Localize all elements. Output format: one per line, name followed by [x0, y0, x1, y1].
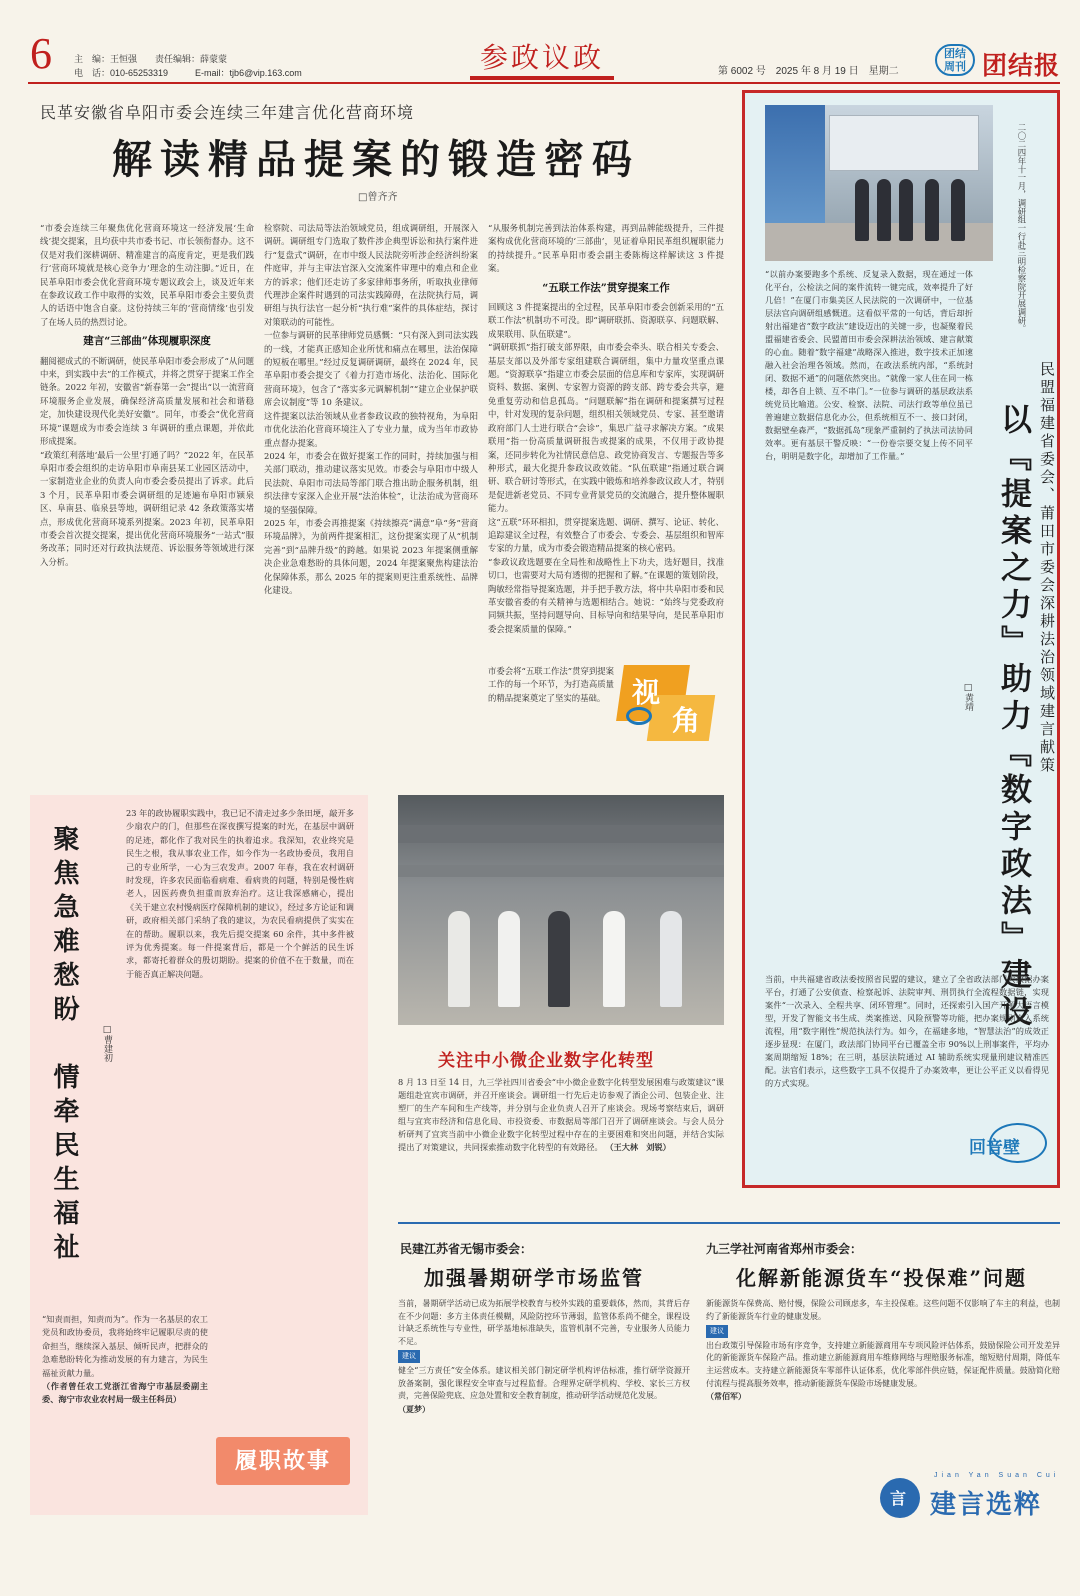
photo-caption: 二〇二四年十一月，调研组一行赴三明检察院开展调研。 — [1017, 123, 1027, 333]
paragraph: 当前，暑期研学活动已成为拓展学校教育与校外实践的重要载体，然而，其背后存在不少问题：多方主体责任模糊，风险防控环节薄弱，监管体系尚不健全，课程设计缺乏系统性与专业性，研学基地标准缺失，监管机制不完善，专业服务人员能力不足。 — [398, 1299, 690, 1346]
paragraph: 新能源货车保费高、赔付慢，保险公司顾虑多，车主投保难。这些问题不仅影响了车主的利益，也制约了新能源货车行业的健康发展。 — [706, 1299, 1060, 1321]
lead-headline: 解读精品提案的锻造密码 — [112, 136, 640, 183]
lead-column-3 — [488, 222, 724, 662]
bottom-rule — [398, 1222, 1060, 1224]
person — [877, 179, 891, 241]
jianyan-column-logo — [880, 1472, 1060, 1524]
lead-byline: □曾齐齐 — [358, 192, 398, 203]
story-text: 8 月 13 日至 14 日，九三学社四川省委会“中小微企业数字化转型发展困难与政策建议”课题组赴宜宾市调研，并召开座谈会。调研组一行先后走访参观了酒企公司、包装企业、注塑厂的生产车间和生产线等，并分别与企业负责人召开了座谈会。现场考察结束后，调研组与宜宾市经济和信息化局、市投资委、市数据局等部门召开了调研座谈会。与会人员分析研判了宜宾当前中小微企业数字化转型过程中存在的主要困难和突出问题，并结合实际提出了对策建议，共同探索推动数字化转型的有效路径。 — [398, 1077, 724, 1152]
paragraph: 这“五联”环环相扣，贯穿提案选题、调研、撰写、论证、转化、追踪建议全过程，有效整合了市委会、专委会、基层组织和智库专家的力量，成为市委会锻造精品提案的核心密码。 — [488, 516, 724, 554]
section-tag: 建议 — [706, 1325, 728, 1338]
paragraph: 检察院、司法局等法治领域党员，组成调研组，开展深入调研。调研组专门选取了数件涉企典型诉讼和执行案件进行“复盘式”调研，在市中级人民法院旁听涉企经济纠纷案件庭审，并与主审法官深入交流案件审理中的难点和企业方的诉求；他们还走访了多家律师事务所，听取执业律师代理涉企案件时遇到的司法实践障碍，在法院执行局，调研组与执行法官一起分析“执行难”案件的具体症结，探讨对策联动的可能性。 — [264, 223, 478, 327]
sidebar-byline: □曹建初 — [102, 1025, 112, 1062]
paragraph: 2025 年，市委会再推提案《持续擦亮“满意”阜“务”营商环境品牌》，为前两件提案相汇，这份提案实现了从“机制完善”到“品牌升级”的跨越。如果说 2023 年提案侧重解决企业急难愁盼的具体问题，2024 年提案聚焦构建法治化保障体系，那么 2025 年的提案则更注重系统性、品牌化建设。 — [264, 517, 478, 595]
paragraph: 出台政策引导保险市场有序竞争，支持建立新能源商用车专项风险评估体系，鼓励保险公司开发差异化的新能源货车保险产品。推动建立新能源商用车维修网络与理赔服务标准，缩短赔付周期，降低车主运营成本。支持建立新能源货车零部件认证体系，优化零部件供应链，保证配件质量。鼓励简化赔付流程与提高服务效率，推动新能源货车保险市场健康发展。 — [706, 1340, 1060, 1388]
person — [448, 911, 470, 1007]
story-credit: （王大林 刘锐） — [605, 1142, 671, 1152]
feature-byline: □黄靖 — [963, 683, 973, 711]
paragraph: “参政议政选题要在全局性和战略性上下功夫，选好题目，找准切口，也需要对大局有透彻的把握和了解。”在课题的策划阶段，陶敏经常指导提案选题，并手把手教方法，将中共阜阳市委和民革安徽省委的有关精神与选题相结合。她说：“始终与党委政府同频共振，坚持问题导向、目标导向和结果导向，是民革阜阳市委会提案质量的保障。” — [488, 556, 724, 634]
page-number: 6 — [30, 29, 52, 78]
stamp-text: 回音壁 — [969, 1138, 1020, 1158]
sidebar-story — [30, 795, 368, 1515]
bottom-right-headline: 化解新能源货车“投保难”问题 — [736, 1266, 1028, 1290]
column-badge-label: 履职故事 — [234, 1448, 331, 1474]
feature-headline: 以『提案之力』助力『数字政法』建设 — [995, 403, 1031, 1032]
person — [855, 179, 869, 241]
sidebar-headline: 聚焦急难愁盼 情牵民生福祉 — [49, 825, 79, 1267]
paragraph: 这件提案以法治领域从业者参政议政的独特视角，为阜阳市优化法治化营商环境注入了专业力量，成为当年市政协重点督办提案。 — [264, 410, 478, 448]
lead-subhead-1: 建言“三部曲”体现履职深度 — [83, 335, 211, 348]
logo-text: 建言选粹 — [930, 1490, 1043, 1520]
lead-column-1 — [40, 222, 254, 767]
paragraph: “从服务机制完善到法治体系构建，再到品牌能级提升，三件提案构成优化营商环境的‘三部曲’，见证着阜阳民革组织履职能力的持续提升。”民革阜阳市委会副主委陈梅这样解读这 3 件提案。 — [488, 223, 724, 274]
viewpoint-badge — [620, 665, 724, 743]
header-rule — [28, 82, 1060, 84]
brand-logo: 团结报 — [982, 51, 1061, 80]
lead-subhead-2: “五联工作法”贯穿提案工作 — [542, 281, 670, 294]
bottom-right-body — [706, 1298, 1060, 1466]
paragraph: “调研联抓”指打破支部界限，由市委会牵头、联合相关专委会、基层支部以及外部专家组建联合调研组，集中力量攻坚重点课题。“资源联享”指建立市委会层面的信息库和专家库，实现调研资料、数据、案例、专家智力资源的跨支部、跨专委会共享，避免重复劳动和信息孤岛。“问题联解”指在调研和提案撰写过程中，针对发现的复杂问题，组织相关领域党员、专家、甚至邀请政府部门人士进行联合“会诊”，集思广益寻求解决方案。“成果联用”指一份高质量调研报告或提案的成果，不仅用于政协提案，还同步转化为社情民意信息、政党协商发言、专题报告等多种形式，最大化提升参政议政效能。“队伍联建”指通过联合调研、联合研讨等形式，在实践中锻炼和培养参政议政人才，特别是促进新老党员、不同专业背景党员的交流融合，提升整体履职能力。 — [488, 342, 724, 514]
exhibit-board — [829, 115, 979, 171]
person — [498, 911, 520, 1007]
contact-line: 电 话：010-65253319 E-mail：tjb6@vip.163.com — [74, 68, 302, 78]
person — [925, 179, 939, 241]
paragraph: “知责而担，知责而为”。作为一名基层的农工党员和政协委员，我将始终牢记履职尽责的使命担当，继续深入基层、倾听民声，把群众的急难愁盼转化为推动发展的有力建言，为民生福祉贡献力量。 — [42, 1314, 208, 1378]
paragraph: 回顾这 3 件提案提出的全过程，民革阜阳市委会创新采用的“五联工作法”机制功不可没。即“调研联抓、资源联享、问题联解、成果联用、队伍联建”。 — [488, 302, 724, 339]
feature-kicker: 民盟福建省委会、莆田市委会深耕法治领域建言献策 — [1038, 361, 1056, 775]
bottom-left-body — [398, 1298, 690, 1530]
brand-weekly-logo: 团结 周刊 — [935, 44, 975, 76]
paragraph: 2024 年，市委会在做好提案工作的同时，持续加强与相关部门联动，推动建议落实见效。市委会与阜阳市中级人民法院、阜阳市司法局等部门联合推出助企服务机制，组织法律专家深入企业开展“法治体检”，让法治成为营商环境的坚强保障。 — [264, 450, 478, 515]
masthead — [0, 0, 1080, 86]
pipe — [398, 865, 724, 877]
lead-column-3-tail — [488, 665, 614, 767]
lead-column-2 — [264, 222, 478, 767]
sidebar-body: 23 年的政协履职实践中，我已记不清走过多少条田埂，敲开多少扇农户的门，但那些在深夜撰写提案的时光，在基层中调研的足迹，都化作了我对民生的执着追求。我深知，农业终究是民生之根，我从事农业工作，如今作为一名政协委员，我用自己的专业所学，一心为三农发声。2007 年春，我在农村调研时发现，许多农民面临看病难、看病贵的问题，特别是慢性病老人，因医药费负担重而放弃治疗。这让我深感痛心，提出《关于建立农村慢病医疗保障机制的建议》，经过多方论证和调研，政府相关部门采纳了我的建议，为农民看病提供了实实在在的帮助。履职以来，我先后提交提案 60 余件，其中多件被评为优秀提案。每一件提案背后，都是一个个鲜活的民生诉求，都寄托着群众的殷切期盼。提案的价值不在于数量，而在于能否真正解决问题。 — [126, 808, 354, 979]
bottom-right-kicker: 九三学社河南省郑州市委会： — [706, 1242, 863, 1256]
feature-box — [742, 90, 1060, 1188]
signature: （常佰军） — [706, 1391, 746, 1402]
bottom-left-headline: 加强暑期研学市场监管 — [424, 1266, 644, 1290]
issue-line: 第 6002 号 2025 年 8 月 19 日 星期二 — [718, 66, 899, 77]
person — [660, 911, 682, 1007]
column-badge — [216, 1437, 350, 1485]
person — [603, 911, 625, 1007]
section-title: 参政议政 — [479, 41, 604, 74]
section-tag: 建议 — [398, 1350, 420, 1363]
lead-kicker: 民革安徽省阜阳市委会连续三年建言优化营商环境 — [40, 103, 415, 122]
paragraph: 市委会将“五联工作法”贯穿到提案工作的每一个环节，为打造高质量的精品提案奠定了坚实的基础。 — [488, 666, 614, 703]
logo-pinyin: Jian Yan Suan Cui — [934, 1472, 1060, 1479]
viewpoint-char-2: 角 — [672, 704, 701, 737]
paragraph: “市委会连续三年聚焦优化营商环境这一经济发展‘生命线’提交提案，且均获中共市委书记、市长领衔督办。这不仅是对我们深耕调研、精准建言的高度肯定，更是我们践行‘营商环境就是核心竞争力’理念的生动注脚。”近日，在民革阜阳市委会优化营商环境专题议政会上，谈及近年来在参政议政工作中取得的实效，民革阜阳市委会主要负责人的话语中饱含自豪。这份持续三年的‘营商情缘’也引发了在场人员的热烈讨论。 — [40, 223, 254, 327]
editor-info — [74, 52, 302, 80]
paragraph: 一位参与调研的民革律师党员感慨：“只有深入到司法实践的一线，才能真正感知企业所忧和痛点在哪里，法治保障的短板在哪里。”经过反复调研调研，最终在 2024 年，民革阜阳市委会提交了《着力打造市场化、法治化、国际化营商环境》，包含了“落实多元调解机制”“建立企业保护联席会议制度”等 10 条建议。 — [264, 330, 478, 408]
sidebar-body-continued — [42, 1313, 208, 1509]
echo-wall-stamp — [969, 1123, 1047, 1167]
paragraph: “政策红利落地‘最后一公里’打通了吗？”2022 年，在民革阜阳市委会组织的走访阜阳市阜南县某工业园区活动中，一家制造业企业的负责人向市委会委员提出了诉求。此后 3 个月，民革阜阳市委会调研组的足迹遍布阜阳市颍泉区、阜南县、临泉县等地，调研组记录 42 条政策落实堵点，形成优化营商环境系列提案。2023 年初，民革阜阳市委会首次提交提案，提出优化营商环境服务“一站式”服务改革；同时还对行政执法规范、诉讼服务等领域进行深入分析。 — [40, 449, 254, 567]
feature-body-continued: 当前，中共福建省政法委按照省民盟的建议，建立了全省政法部门大数据办案平台，打通了公安侦查、检察起诉、法院审判、刑罚执行全流程数据链，实现案件“一次录入、全程共享、闭环管理”。同时，还探索引入国产开源大语言模型，开发了智能文书生成、类案推送、风险预警等功能，把办案规则嵌入系统流程，用“数字刚性”规范执法行为。如今，在福建多地，“智慧法治”的成效正逐步显现：在厦门，政法部门协同平台已覆盖全市 90%以上刑事案件，平均办案周期缩短 18%；在三明，基层法院通过 AI 辅助系统实现量刑建议精准匹配。法官们表示，这些数字工具不仅提升了办案效率，更让公平正义以看得见的方式实现。 — [765, 974, 1049, 1088]
editor-line: 主 编：王恒强 责任编辑：薛蒙蒙 — [74, 54, 228, 64]
author-note: （作者曾任农工党浙江省海宁市基层委副主委、海宁市农业农村局一级主任科员） — [42, 1381, 208, 1405]
feature-body: “以前办案要跑多个系统、反复录入数据，现在通过一体化平台，公检法之间的案件流转一键完成，效率提升了好几倍！”在厦门市集美区人民法院的一次调研中，一位基层法官向调研组感慨道。这看似平常的一句话，背后却折射出福建省“数字政法”建设迈出的关键一步，也凝聚着民盟福建省委会、民盟莆田市委会深耕法治领域、建言献策的心血。随着“数字福建”战略深入推进，数字技术正加速融入社会治理各领域。然而，在政法系统内部，“系统封闭、数据不通”的问题依然突出。“就像一家人住在同一栋楼，却各自上锁、互不串门。”一位参与调研的基层政法系统党员比喻道。公安、检察、法院、司法行政等单位虽已普遍建立数据信息化办公，但系统相互不一、接口封闭，数据壁垒森严，“数据孤岛”现象严重制约了执法司法协同效率。更有基层干警反映：“一份卷宗要交复上传不同平台，明明是数字化，却增加了工作量。” — [765, 269, 973, 461]
viewpoint-char-1: 视 — [632, 676, 661, 709]
person — [548, 911, 570, 1007]
bottom-left-kicker: 民建江苏省无锡市委会： — [400, 1242, 533, 1256]
logo-mark-icon: 言 — [890, 1489, 907, 1508]
story-body — [398, 1076, 724, 1188]
person — [951, 179, 965, 241]
story-photo — [398, 795, 724, 1025]
story-headline: 关注中小微企业数字化转型 — [438, 1051, 654, 1071]
paragraph: 健全“三方责任”安全体系。建议相关部门制定研学机构评估标准，推行研学资源开放备案制，强化课程安全审查与过程监督。合理界定研学机构、学校、家长三方权责，完善保险兜底、应急处置和安全教育制度，推动研学活动规范化发展。 — [398, 1365, 690, 1401]
pipe — [398, 825, 724, 843]
section-banner — [470, 40, 614, 80]
feature-photo — [765, 105, 993, 261]
person — [899, 179, 913, 241]
signature: （夏梦） — [398, 1403, 430, 1414]
paragraph: 翻阅褪成式的不断调研，使民革阜阳市委会形成了“从问题中来，到实践中去”的工作模式，并将之贯穿于提案工作全链条。2022 年初，安徽省“新春第一会”提出“以一流营商环境服务企业发展，确保经济高质量发展和社会和谐稳定，加快建设现代化美好安徽”。同年，市委会“优化营商环境”课题成为市委会连续 3 年调研的重点课题，并依此形成提案。 — [40, 355, 254, 447]
